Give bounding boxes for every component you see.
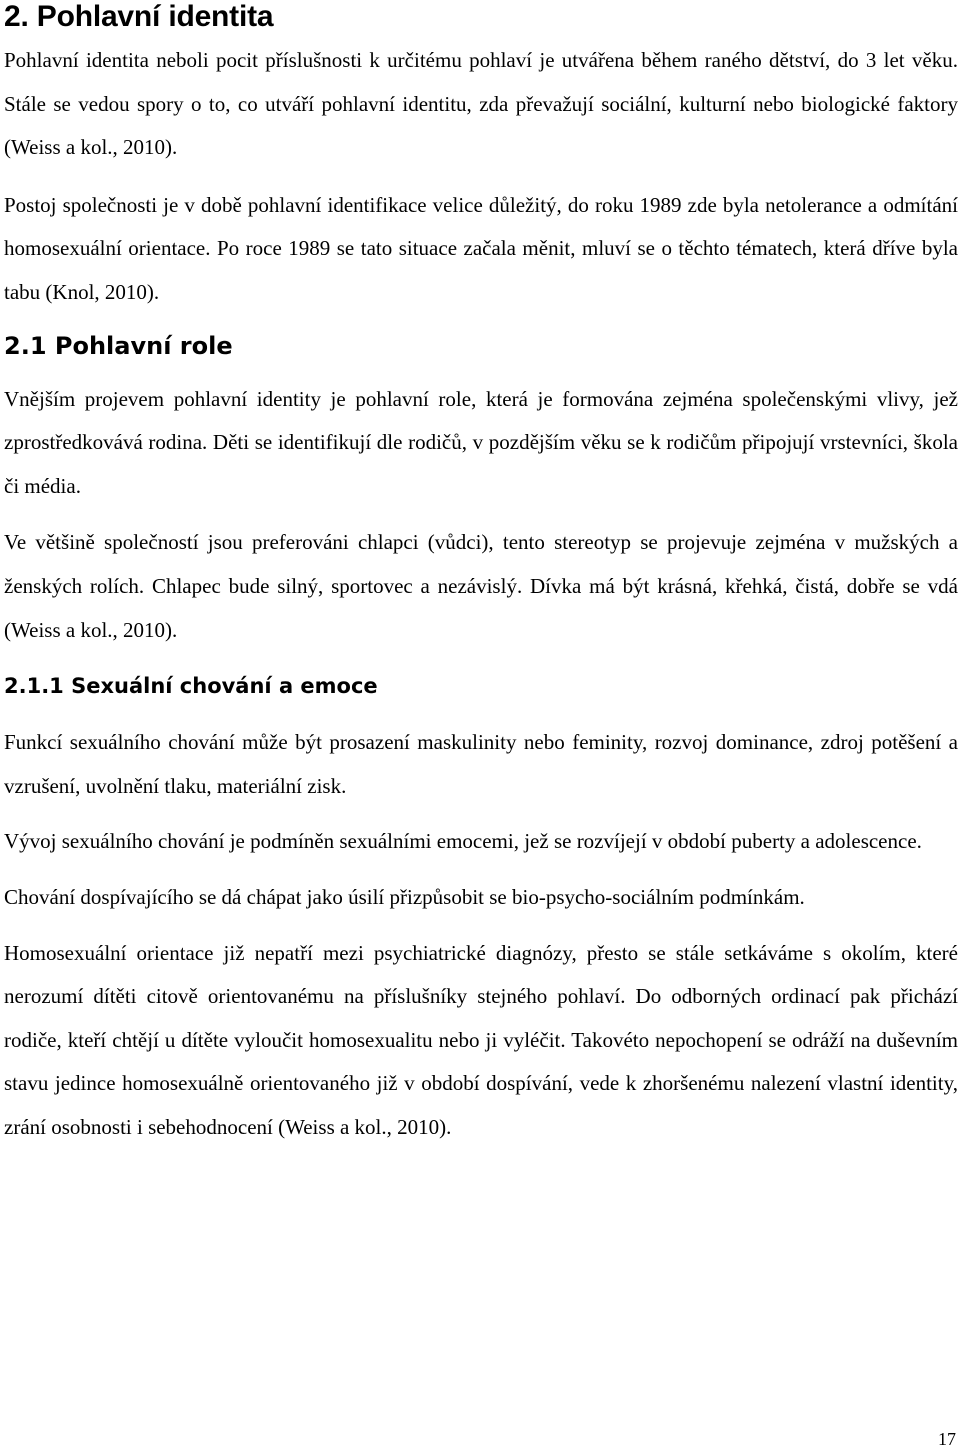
paragraph: Pohlavní identita neboli pocit příslušnosti k určitému pohlaví je utvářena během raného dětství, do 3 let věku. Stále se vedou spory o to, co utváří pohlavní identitu, zda převažují sociální, kulturní nebo biologické faktory (Weiss a kol., 2010). bbox=[4, 48, 958, 160]
document-page bbox=[4, 0, 958, 1149]
paragraph: Funkcí sexuálního chování může být prosazení maskulinity nebo feminity, rozvoj dominance, zdroj potěšení a vzrušení, uvolnění tlaku, materiální zisk. bbox=[4, 730, 958, 798]
paragraph: Chování dospívajícího se dá chápat jako úsilí přizpůsobit se bio-psycho-sociálním podmínkám. bbox=[4, 884, 805, 909]
section-heading: 2. Pohlavní identita bbox=[4, 0, 274, 33]
page-number: 17 bbox=[938, 1429, 956, 1449]
subsection-heading: 2.1 Pohlavní role bbox=[4, 331, 233, 360]
subsubsection-heading: 2.1.1 Sexuální chování a emoce bbox=[4, 674, 378, 699]
paragraph: Postoj společnosti je v době pohlavní identifikace velice důležitý, do roku 1989 zde byla netolerance a odmítání homosexuální orientace. Po roce 1989 se tato situace začala měnit, mluví se o těchto tématech, která dříve byla tabu (Knol, 2010). bbox=[4, 192, 958, 304]
paragraph: Vývoj sexuálního chování je podmíněn sexuálními emocemi, jež se rozvíjejí v období puberty a adolescence. bbox=[4, 829, 922, 854]
paragraph: Homosexuální orientace již nepatří mezi psychiatrické diagnózy, přesto se stále setkáváme s okolím, které nerozumí dítěti citově orientovanému na příslušníky stejného pohlaví. Do odborných ordinací pak přichází rodiče, kteří chtějí u dítěte vyloučit homosexualitu nebo ji vyléčit. Takovéto nepochopení se odráží na duševním stavu jedince homosexuálně orientovaného již v období dospívání, vede k zhoršenému nalezení vlastní identity, zrání osobnosti i sebehodnocení (Weiss a kol., 2010). bbox=[4, 940, 958, 1139]
paragraph: Vnějším projevem pohlavní identity je pohlavní role, která je formována zejména společenskými vlivy, jež zprostředkovává rodina. Děti se identifikují dle rodičů, v pozdějším věku se k rodičům připojují vrstevníci, škola či média. bbox=[4, 386, 958, 498]
paragraph: Ve většině společností jsou preferováni chlapci (vůdci), tento stereotyp se projevuje zejména v mužských a ženských rolích. Chlapec bude silný, sportovec a nezávislý. Dívka má být krásná, křehká, čistá, dobře se vdá (Weiss a kol., 2010). bbox=[4, 530, 958, 642]
